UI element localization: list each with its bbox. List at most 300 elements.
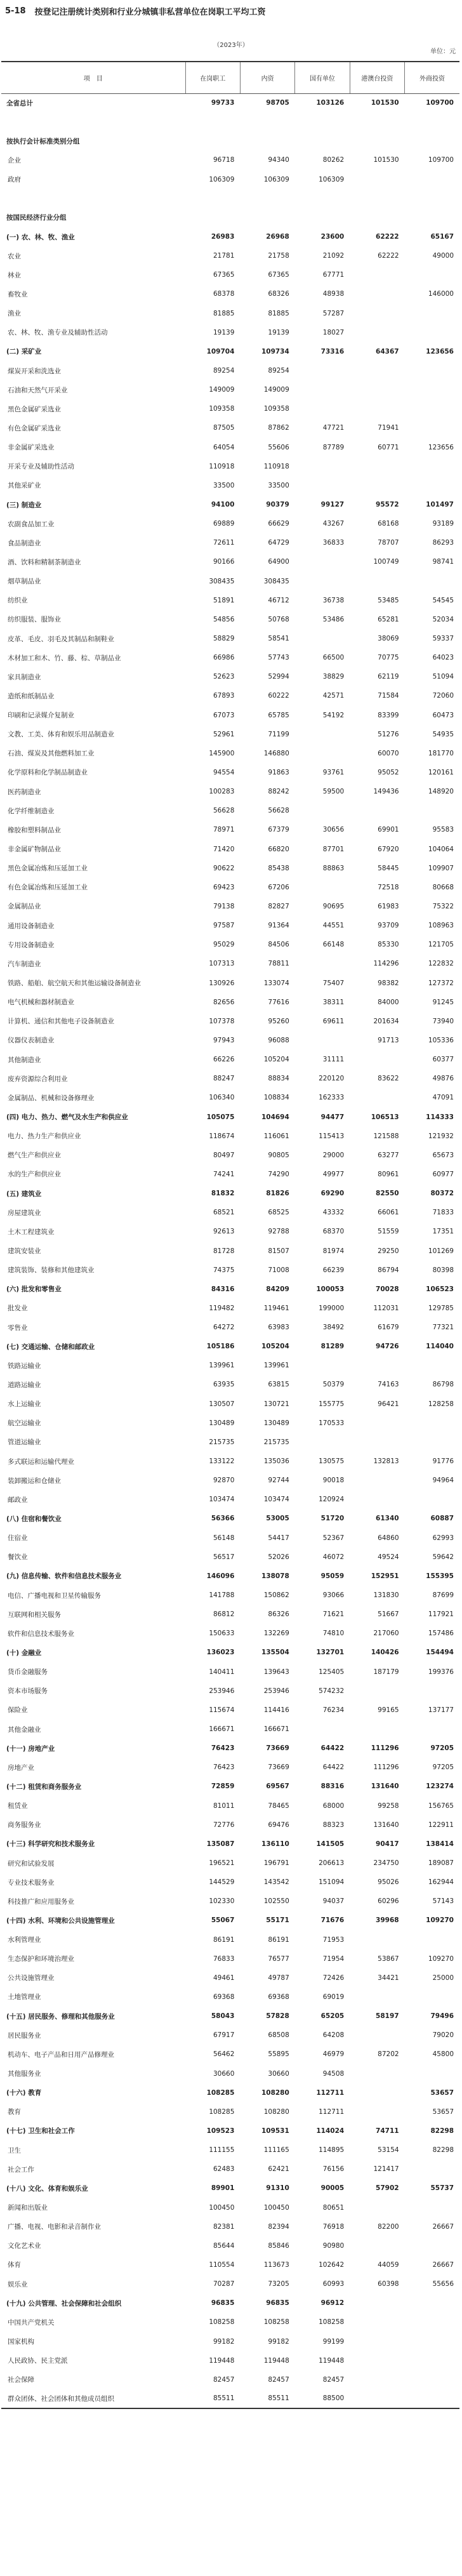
row-label: (十六) 教育: [6, 2089, 42, 2097]
cell-value: 88863: [322, 864, 345, 872]
table-title-text: 按登记注册统计类别和行业分城镇非私营单位在岗职工平均工资: [34, 7, 266, 17]
cell-value: 141788: [209, 1591, 235, 1600]
cell-value: 76423: [213, 1763, 235, 1772]
cell-value: 69368: [213, 1993, 235, 2001]
cell-value: 117921: [428, 1610, 454, 1619]
table-row: [1, 1395, 459, 1414]
table-row: [1, 1261, 459, 1280]
table-row: [1, 189, 459, 208]
row-label: (十八) 文化、体育和娱乐业: [6, 2184, 88, 2193]
cell-value: 60473: [432, 711, 454, 719]
cell-value: 91245: [432, 998, 454, 1006]
cell-value: 69611: [322, 1017, 345, 1025]
cell-value: 63277: [378, 1151, 399, 1159]
cell-value: 72611: [213, 539, 235, 547]
cell-value: [350, 1682, 404, 1701]
cell-value: 109358: [263, 405, 289, 413]
cell-value: [240, 112, 294, 131]
cell-value: 215735: [263, 1438, 289, 1446]
cell-value: [405, 189, 459, 208]
cell-value: 72518: [378, 883, 399, 891]
cell-value: 52026: [268, 1553, 289, 1561]
cell-value: 96835: [266, 2299, 289, 2307]
cell-value: [295, 457, 350, 476]
cell-value: 75407: [322, 979, 345, 987]
cell-value: 86798: [432, 1381, 454, 1389]
cell-value: 69019: [322, 1993, 345, 2001]
cell-value: [295, 189, 350, 208]
row-label: (一) 农、林、牧、渔业: [6, 233, 75, 241]
cell-value: [350, 1471, 404, 1490]
cell-value: 97943: [213, 1036, 235, 1044]
cell-value: 60222: [268, 692, 289, 700]
table-row: [1, 1471, 459, 1490]
cell-value: 53485: [378, 596, 399, 604]
table-row: [1, 1280, 459, 1299]
cell-value: 87202: [378, 2050, 399, 2059]
cell-value: 109523: [206, 2127, 235, 2135]
table-row: [1, 1184, 459, 1203]
cell-value: 143542: [263, 1878, 289, 1887]
cell-value: 66239: [322, 1266, 345, 1274]
cell-value: 59642: [432, 1553, 454, 1561]
cell-value: 86326: [268, 1610, 289, 1619]
cell-value: 109270: [428, 1955, 454, 1963]
cell-value: 71008: [268, 1266, 289, 1274]
row-label: 石油、煤炭及其他燃料加工业: [8, 750, 95, 758]
row-label: 邮政业: [8, 1496, 28, 1504]
cell-value: 81507: [268, 1247, 289, 1255]
row-label: (五) 建筑业: [6, 1190, 42, 1198]
cell-value: [350, 1930, 404, 1949]
cell-value: 58829: [213, 635, 235, 642]
row-label: 专用设备制造业: [8, 941, 55, 949]
header-state-owned: 国有单位: [295, 62, 350, 93]
cell-value: 108258: [263, 2318, 289, 2327]
row-label: 专业技术服务业: [8, 1878, 55, 1887]
table-row: [1, 2160, 459, 2179]
cell-value: 109700: [428, 156, 454, 164]
cell-value: [295, 744, 350, 763]
cell-value: 119448: [319, 2356, 345, 2365]
table-row: [1, 2102, 459, 2121]
cell-value: 88834: [268, 1075, 289, 1083]
cell-value: 31111: [322, 1056, 345, 1064]
row-label: (十三) 科学研究和技术服务业: [6, 1840, 95, 1849]
cell-value: 80398: [432, 1266, 454, 1274]
cell-value: 97205: [432, 1763, 454, 1772]
cell-value: [350, 1988, 404, 2007]
row-label: 货币金融服务: [8, 1668, 48, 1676]
cell-value: 68378: [213, 290, 235, 298]
cell-value: 38492: [322, 1324, 345, 1332]
cell-value: 92788: [268, 1228, 289, 1236]
cell-value: 108280: [261, 2088, 289, 2097]
table-row: [1, 2274, 459, 2294]
table-row: [1, 1452, 459, 1471]
row-label: 企业: [8, 156, 21, 164]
cell-value: 49461: [213, 1974, 235, 1982]
cell-value: 59337: [432, 635, 454, 642]
table-row: [1, 1854, 459, 1873]
cell-value: 149009: [209, 386, 235, 394]
cell-value: 49787: [268, 1974, 289, 1982]
row-label: 按国民经济行业分组: [6, 214, 67, 222]
header-domestic: 内资: [240, 62, 294, 93]
cell-value: [350, 1356, 404, 1375]
cell-value: 52367: [322, 1534, 345, 1542]
cell-value: 150862: [263, 1591, 289, 1600]
cell-value: 64272: [213, 1324, 235, 1332]
cell-value: [405, 1490, 459, 1509]
cell-value: 64422: [322, 1763, 345, 1772]
table-row: [1, 399, 459, 418]
cell-value: 60377: [432, 1056, 454, 1064]
cell-value: 86293: [432, 539, 454, 547]
cell-value: 220120: [319, 1075, 345, 1083]
cell-value: 102550: [263, 1897, 289, 1906]
table-row: [1, 1088, 459, 1107]
cell-value: [295, 1031, 350, 1050]
cell-value: [350, 2370, 404, 2389]
cell-value: 58541: [268, 635, 289, 642]
cell-value: 132701: [316, 1649, 345, 1657]
row-label: 汽车制造业: [8, 960, 41, 968]
table-row: [1, 1892, 459, 1911]
cell-value: 76918: [322, 2222, 345, 2231]
cell-value: 80651: [322, 2203, 345, 2212]
cell-value: 69423: [213, 883, 235, 891]
table-row: [1, 1165, 459, 1184]
row-label: 燃气生产和供应业: [8, 1152, 61, 1160]
table-row: [1, 763, 459, 782]
row-label: 水上运输业: [8, 1400, 41, 1409]
cell-value: 130489: [263, 1419, 289, 1427]
row-label: 农副食品加工业: [8, 520, 55, 528]
cell-value: 26667: [432, 2261, 454, 2269]
cell-value: 89254: [268, 367, 289, 375]
cell-value: 99733: [211, 99, 235, 107]
cell-value: 49000: [432, 252, 454, 260]
row-label: (十) 金融业: [6, 1649, 42, 1657]
cell-value: 130926: [209, 979, 235, 987]
cell-value: 26667: [432, 2222, 454, 2231]
cell-value: 111165: [263, 2146, 289, 2154]
cell-value: 84209: [266, 1285, 289, 1293]
cell-value: 104694: [261, 1113, 289, 1121]
cell-value: 73316: [320, 347, 345, 355]
cell-value: [295, 552, 350, 571]
cell-value: 88316: [320, 1783, 345, 1791]
cell-value: 109734: [261, 347, 289, 355]
cell-value: 57902: [376, 2184, 399, 2193]
cell-value: 170533: [319, 1419, 345, 1427]
cell-value: 112711: [319, 2108, 345, 2116]
cell-value: [405, 361, 459, 380]
cell-value: 67073: [213, 711, 235, 719]
cell-value: 80262: [322, 156, 345, 164]
table-row: [1, 1012, 459, 1031]
cell-value: [405, 304, 459, 323]
cell-value: 120924: [319, 1496, 345, 1504]
row-label: 土木工程建筑业: [8, 1228, 55, 1236]
cell-value: 109358: [209, 405, 235, 413]
cell-value: 67893: [213, 692, 235, 700]
table-row: [1, 820, 459, 839]
cell-value: 89901: [211, 2184, 235, 2193]
cell-value: [405, 170, 459, 189]
table-row: [1, 170, 459, 189]
cell-value: 108285: [209, 2108, 235, 2116]
table-title: [5, 3, 457, 19]
cell-value: 54856: [213, 615, 235, 623]
table-row: [1, 686, 459, 705]
cell-value: 217060: [373, 1630, 399, 1638]
row-label: 社会保障: [8, 2376, 34, 2384]
row-label: 黑色金属冶炼和压延加工业: [8, 865, 88, 873]
cell-value: 71954: [322, 1955, 345, 1963]
table-row: [1, 1433, 459, 1452]
cell-value: 99165: [378, 1706, 399, 1714]
cell-value: [350, 131, 404, 150]
cell-value: 81885: [213, 309, 235, 317]
cell-value: 162944: [428, 1878, 454, 1887]
table-row: [1, 438, 459, 457]
cell-value: 73205: [268, 2280, 289, 2288]
cell-value: 146000: [428, 290, 454, 298]
cell-value: 79020: [432, 2031, 454, 2040]
cell-value: 81832: [211, 1190, 235, 1198]
table-row: [1, 1816, 459, 1835]
cell-value: 51891: [213, 596, 235, 604]
cell-value: [350, 1490, 404, 1509]
row-label: 橡胶和塑料制品业: [8, 826, 61, 834]
cell-value: 60398: [378, 2280, 399, 2288]
cell-value: [295, 399, 350, 418]
cell-value: 69368: [268, 1993, 289, 2001]
row-label: 政府: [8, 176, 21, 184]
cell-value: 118674: [209, 1132, 235, 1140]
cell-value: 189087: [428, 1859, 454, 1867]
cell-value: 68370: [322, 1228, 345, 1236]
cell-value: [295, 725, 350, 744]
cell-value: 114416: [263, 1706, 289, 1714]
cell-value: 130489: [209, 1419, 235, 1427]
cell-value: [295, 208, 350, 227]
cell-value: 93761: [322, 768, 345, 776]
cell-value: [350, 170, 404, 189]
row-label: 多式联运和运输代理业: [8, 1457, 74, 1466]
cell-value: 106340: [209, 1094, 235, 1102]
table-row: [1, 1490, 459, 1509]
cell-value: 81011: [213, 1802, 235, 1810]
table-row: [1, 648, 459, 667]
cell-value: 67365: [213, 271, 235, 279]
cell-value: 131640: [371, 1783, 399, 1791]
cell-value: [295, 1433, 350, 1452]
row-label: 废弃资源综合利用业: [8, 1075, 68, 1083]
row-label: 家具制造业: [8, 673, 41, 681]
cell-value: 90379: [266, 501, 289, 509]
cell-value: 65673: [432, 1151, 454, 1159]
cell-value: 66226: [213, 1056, 235, 1064]
cell-value: 69290: [320, 1190, 345, 1198]
cell-value: [350, 361, 404, 380]
row-label: 化学纤维制造业: [8, 807, 55, 815]
cell-value: [405, 208, 459, 227]
cell-value: 139961: [209, 1362, 235, 1370]
cell-value: 86191: [268, 1935, 289, 1944]
cell-value: 95029: [213, 941, 235, 949]
cell-value: 76234: [322, 1706, 345, 1714]
cell-value: 95059: [320, 1572, 345, 1580]
cell-value: [405, 265, 459, 284]
cell-value: 74163: [378, 1381, 399, 1389]
cell-value: [405, 572, 459, 591]
row-label: 住宿业: [8, 1534, 28, 1543]
cell-value: 106523: [426, 1285, 454, 1293]
cell-value: [405, 1414, 459, 1433]
table-row: [1, 476, 459, 495]
cell-value: 154494: [426, 1649, 454, 1657]
cell-value: 75322: [432, 902, 454, 910]
table-row: [1, 1605, 459, 1624]
cell-value: [350, 572, 404, 591]
cell-value: 33500: [213, 481, 235, 489]
cell-value: [295, 476, 350, 495]
cell-value: 65785: [268, 711, 289, 719]
table-row: [1, 361, 459, 380]
cell-value: 114024: [316, 2127, 345, 2135]
cell-value: 106513: [371, 1113, 399, 1121]
cell-value: 84316: [211, 1285, 235, 1293]
row-label: 房地产业: [8, 1763, 34, 1772]
cell-value: 47721: [322, 424, 345, 432]
cell-value: 98741: [432, 558, 454, 566]
table-row: [1, 323, 459, 342]
table-row: [1, 572, 459, 591]
cell-value: 60887: [430, 1515, 454, 1523]
table-row: [1, 1337, 459, 1356]
cell-value: 59500: [322, 788, 345, 796]
cell-value: 91364: [268, 922, 289, 930]
row-label: 餐饮业: [8, 1553, 28, 1562]
cell-value: 91863: [268, 768, 289, 776]
table-row: [1, 591, 459, 610]
row-label: 皮革、毛皮、羽毛及其制品和制鞋业: [8, 635, 114, 643]
cell-value: 82381: [213, 2222, 235, 2231]
cell-value: 81289: [320, 1343, 345, 1351]
cell-value: 68525: [268, 1209, 289, 1217]
cell-value: 21781: [213, 252, 235, 260]
table-row: [1, 552, 459, 571]
cell-value: 85330: [378, 941, 399, 949]
cell-value: 64900: [268, 558, 289, 566]
cell-value: [350, 265, 404, 284]
table-row: [1, 2026, 459, 2045]
cell-value: [350, 2236, 404, 2255]
row-label: 通用设备制造业: [8, 922, 55, 930]
row-label: 人民政协、民主党派: [8, 2357, 68, 2365]
cell-value: 132269: [263, 1630, 289, 1638]
cell-value: 56628: [213, 807, 235, 815]
table-row: [1, 973, 459, 992]
row-label: (四) 电力、热力、燃气及水生产和供应业: [6, 1113, 128, 1122]
cell-value: 44059: [378, 2261, 399, 2269]
cell-value: 155395: [426, 1572, 454, 1580]
row-label: 建筑装饰、装修和其他建筑业: [8, 1266, 95, 1275]
cell-value: 68326: [268, 290, 289, 298]
cell-value: [295, 878, 350, 897]
row-label: (十七) 卫生和社会工作: [6, 2127, 75, 2135]
table-row: [1, 342, 459, 361]
cell-value: 61679: [378, 1324, 399, 1332]
cell-value: 46072: [322, 1553, 345, 1561]
cell-value: 66500: [322, 654, 345, 662]
cell-value: 135036: [263, 1457, 289, 1466]
table-row: [1, 418, 459, 437]
cell-value: 51276: [378, 730, 399, 738]
cell-value: 45800: [432, 2050, 454, 2059]
cell-value: 55606: [268, 443, 289, 451]
table-row: [1, 878, 459, 897]
cell-value: 109531: [261, 2127, 289, 2135]
cell-value: 146096: [206, 1572, 235, 1580]
wage-table: [1, 61, 459, 2409]
cell-value: 141505: [316, 1840, 345, 1848]
cell-value: 36738: [322, 596, 345, 604]
cell-value: 87862: [268, 424, 289, 432]
row-label: 中国共产党机关: [8, 2318, 55, 2327]
row-label: 食品制造业: [8, 539, 41, 547]
cell-value: 25000: [432, 1974, 454, 1982]
cell-value: 53154: [378, 2146, 399, 2154]
row-label: 建筑安装业: [8, 1247, 41, 1255]
row-label: 黑色金属矿采选业: [8, 405, 61, 413]
table-row: [1, 1777, 459, 1796]
row-label: 按执行会计标准类别分组: [6, 137, 80, 145]
cell-value: 82394: [268, 2222, 289, 2231]
row-label: (六) 批发和零售业: [6, 1285, 62, 1294]
cell-value: 148920: [428, 788, 454, 796]
cell-value: 116061: [263, 1132, 289, 1140]
cell-value: 54545: [432, 596, 454, 604]
table-year: （2023年）: [213, 42, 249, 49]
cell-value: 73940: [432, 1017, 454, 1025]
cell-value: 93709: [378, 922, 399, 930]
cell-value: [295, 572, 350, 591]
cell-value: 115674: [209, 1706, 235, 1714]
row-label: 印刷和记录媒介复制业: [8, 712, 74, 720]
row-label: (二) 采矿业: [6, 348, 42, 356]
cell-value: 65205: [320, 2012, 345, 2021]
cell-value: 54417: [268, 1534, 289, 1542]
table-row: [1, 2083, 459, 2102]
cell-value: 66820: [268, 845, 289, 853]
table-row: [1, 1720, 459, 1739]
cell-value: [350, 189, 404, 208]
cell-value: 38069: [378, 635, 399, 642]
cell-value: 96718: [213, 156, 235, 164]
cell-value: 58043: [211, 2012, 235, 2021]
cell-value: 21758: [268, 252, 289, 260]
cell-value: 82827: [268, 902, 289, 910]
cell-value: 82457: [322, 2375, 345, 2384]
cell-value: 121932: [428, 1132, 454, 1140]
cell-value: 74810: [322, 1630, 345, 1638]
cell-value: 101269: [428, 1247, 454, 1255]
cell-value: 73669: [268, 1763, 289, 1772]
